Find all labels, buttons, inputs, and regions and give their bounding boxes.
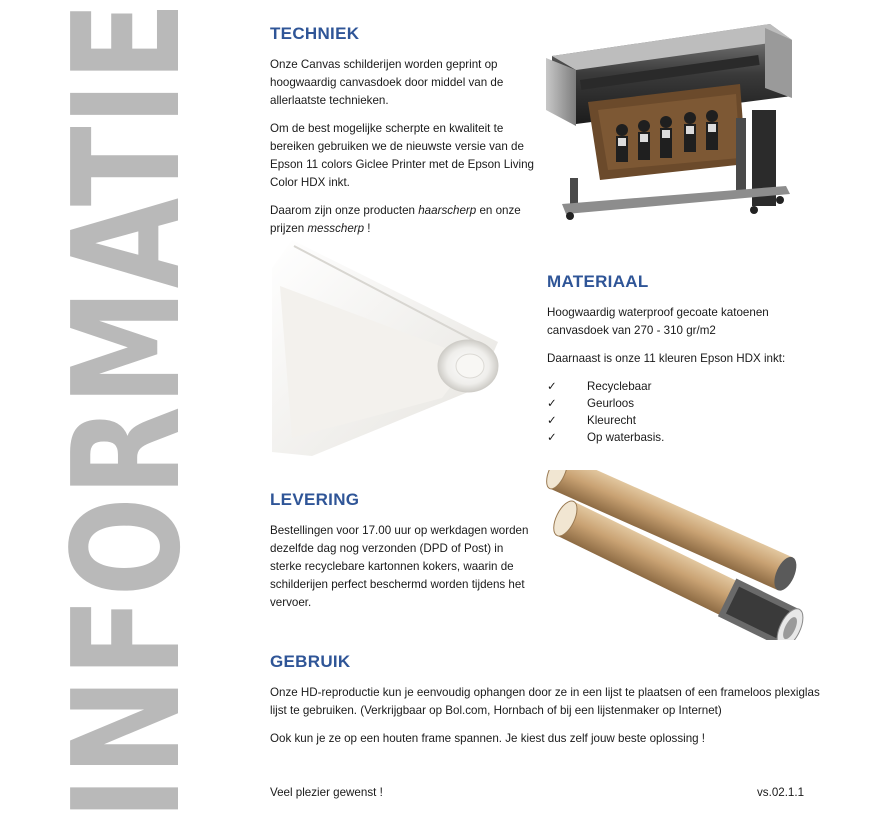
gebruik-paragraph-1: Onze HD-reproductie kun je eenvoudig ophangen door ze in een lijst te plaatsen of een frameloos plexiglas lijst te gebruiken. (Verkrijgbaar op Bol.com, Hornbach of bij een lijstenmaker op Internet)	[270, 686, 820, 717]
checklist-item: ✓ Geurloos	[547, 397, 635, 410]
section-gebruik	[270, 652, 825, 758]
levering-paragraph-1: Bestellingen voor 17.00 uur op werkdagen worden dezelfde dag nog verzonden (DPD of Post) in sterke recyclebare kartonnen kokers, waarin de schilderijen perfect beschermd worden tijdens het vervoer.	[270, 524, 529, 609]
gebruik-paragraph-2: Ook kun je ze op een houten frame spannen. Je kiest dus zelf jouw beste oplossing !	[270, 732, 706, 745]
section-techniek	[270, 24, 540, 248]
checklist-item: ✓ Kleurecht	[547, 414, 636, 427]
section-levering	[270, 490, 530, 622]
materiaal-paragraph-1: Hoogwaardig waterproof gecoate katoenen canvasdoek van 270 - 310 gr/m2	[547, 306, 769, 337]
heading-materiaal: MATERIAAL	[547, 272, 649, 291]
check-icon: ✓	[547, 397, 557, 410]
check-icon: ✓	[547, 431, 557, 444]
printer-image	[540, 18, 800, 233]
shipping-tubes-image	[530, 470, 830, 640]
materiaal-checklist	[547, 378, 807, 446]
emphasis-haarscherp: haarscherp	[418, 204, 477, 217]
canvas-roll-image	[272, 238, 504, 456]
heading-levering: LEVERING	[270, 490, 360, 509]
check-icon: ✓	[547, 414, 557, 427]
techniek-paragraph-1: Onze Canvas schilderijen worden geprint op hoogwaardig canvasdoek door middel van de allerlaatste technieken.	[270, 58, 504, 107]
side-title-text: INFORMATIE	[41, 0, 213, 820]
emphasis-messcherp: messcherp	[307, 222, 365, 235]
heading-techniek: TECHNIEK	[270, 24, 360, 43]
techniek-paragraph-2: Om de best mogelijke scherpte en kwaliteit te bereiken gebruiken we de nieuwste versie van de Epson 11 colors Giclee Printer met de Epson Living Color HDX inkt.	[270, 122, 535, 189]
tubes-illustration	[530, 470, 830, 640]
techniek-paragraph-3: Daarom zijn onze producten haarscherp en onze prijzen messcherp !	[270, 204, 521, 235]
heading-gebruik: GEBRUIK	[270, 652, 351, 671]
section-materiaal	[547, 272, 807, 446]
footer-greeting: Veel plezier gewenst !	[270, 786, 383, 799]
canvas-roll-illustration	[272, 238, 504, 456]
checklist-item: ✓ Op waterbasis.	[547, 431, 665, 444]
checklist-item: ✓ Recyclebaar	[547, 380, 652, 393]
check-icon: ✓	[547, 380, 557, 393]
side-title	[41, 0, 213, 820]
footer-version: vs.02.1.1	[757, 786, 805, 799]
materiaal-paragraph-2: Daarnaast is onze 11 kleuren Epson HDX inkt:	[547, 352, 786, 365]
printer-illustration	[540, 18, 800, 233]
